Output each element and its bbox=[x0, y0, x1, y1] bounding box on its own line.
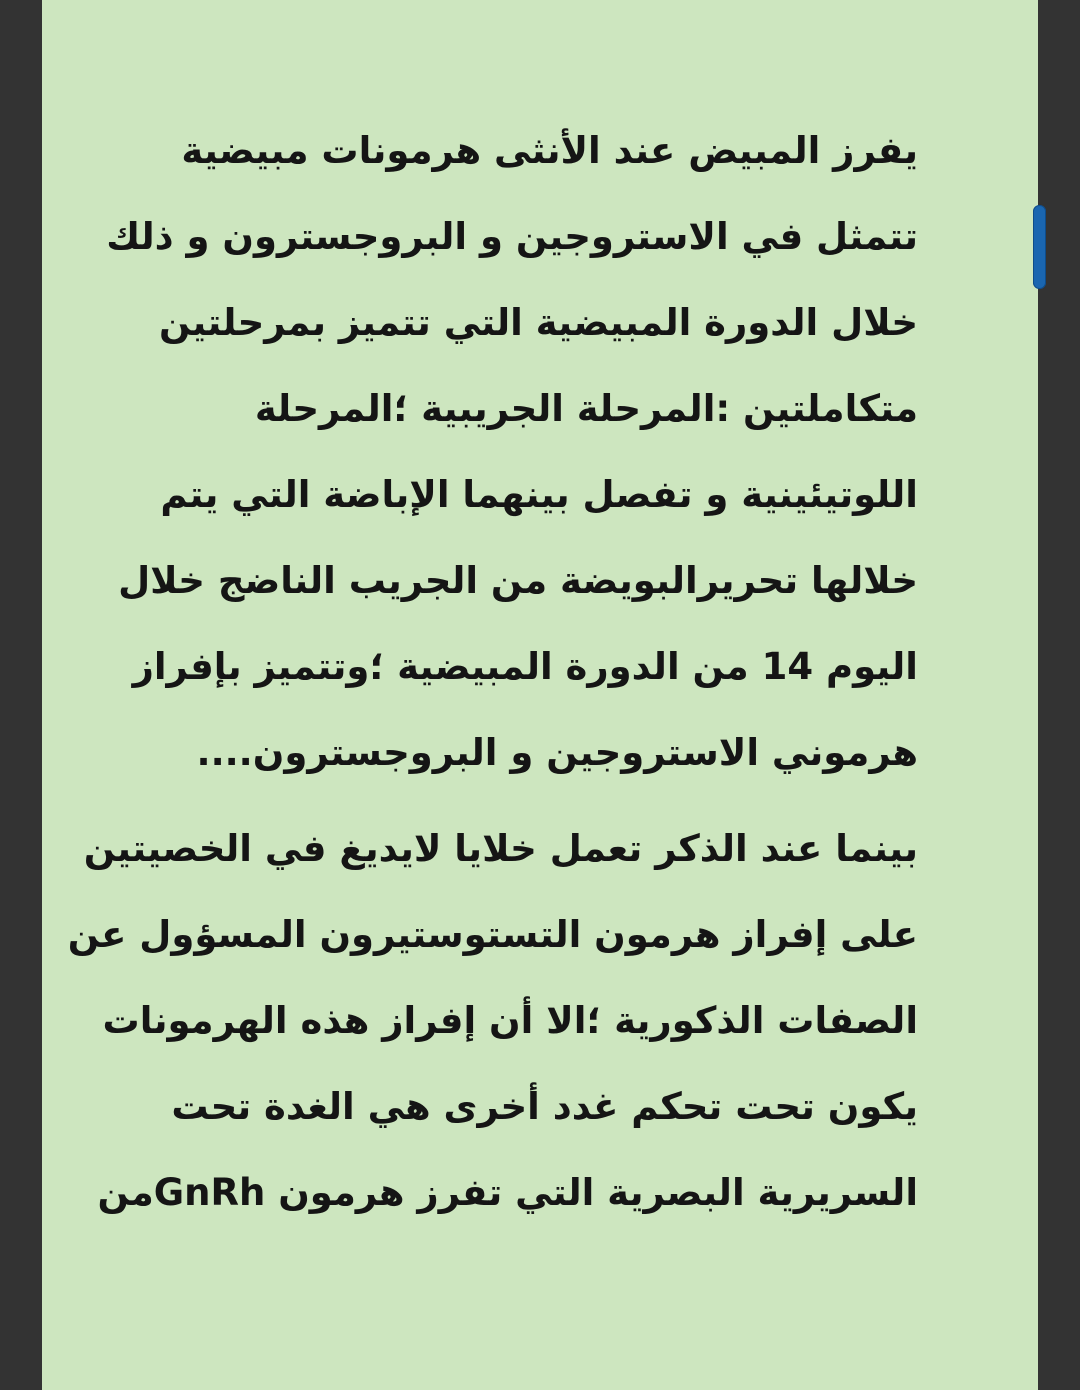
text-line: اللوتيئينية و تفصل بينهما الإباضة التي يتم bbox=[160, 473, 918, 516]
text-line: على إفراز هرمون التستوستيرون المسؤول عن bbox=[67, 913, 918, 956]
text-line: تتمثل في الاستروجين و البروجسترون و ذلك bbox=[106, 215, 918, 258]
document-text bbox=[42, 108, 918, 1236]
text-line: بينما عند الذكر تعمل خلايا لايديغ في الخصيتين bbox=[83, 827, 918, 870]
document-page bbox=[42, 0, 1038, 1390]
text-line: هرموني الاستروجين و البروجسترون.... bbox=[196, 731, 918, 774]
text-line: خلالها تحريرالبويضة من الجريب الناضج خلال bbox=[118, 559, 918, 602]
text-line: يفرز المبيض عند الأنثى هرمونات مبيضية bbox=[181, 129, 918, 172]
paragraph-1 bbox=[42, 108, 918, 796]
text-line: متكاملتين :المرحلة الجريبية ؛المرحلة bbox=[254, 387, 918, 430]
paragraph-2 bbox=[42, 806, 918, 1236]
text-line: اليوم 14 من الدورة المبيضية ؛وتتميز بإفراز bbox=[132, 645, 918, 688]
scrollbar-thumb[interactable] bbox=[1033, 205, 1046, 289]
text-line: السريرية البصرية التي تفرز هرمون GnRhمن bbox=[97, 1171, 918, 1214]
text-line: خلال الدورة المبيضية التي تتميز بمرحلتين bbox=[159, 301, 918, 344]
text-line: الصفات الذكورية ؛الا أن إفراز هذه الهرمونات bbox=[102, 999, 918, 1042]
paragraph-spacer bbox=[42, 796, 918, 806]
text-line: يكون تحت تحكم غدد أخرى هي الغدة تحت bbox=[171, 1085, 918, 1128]
